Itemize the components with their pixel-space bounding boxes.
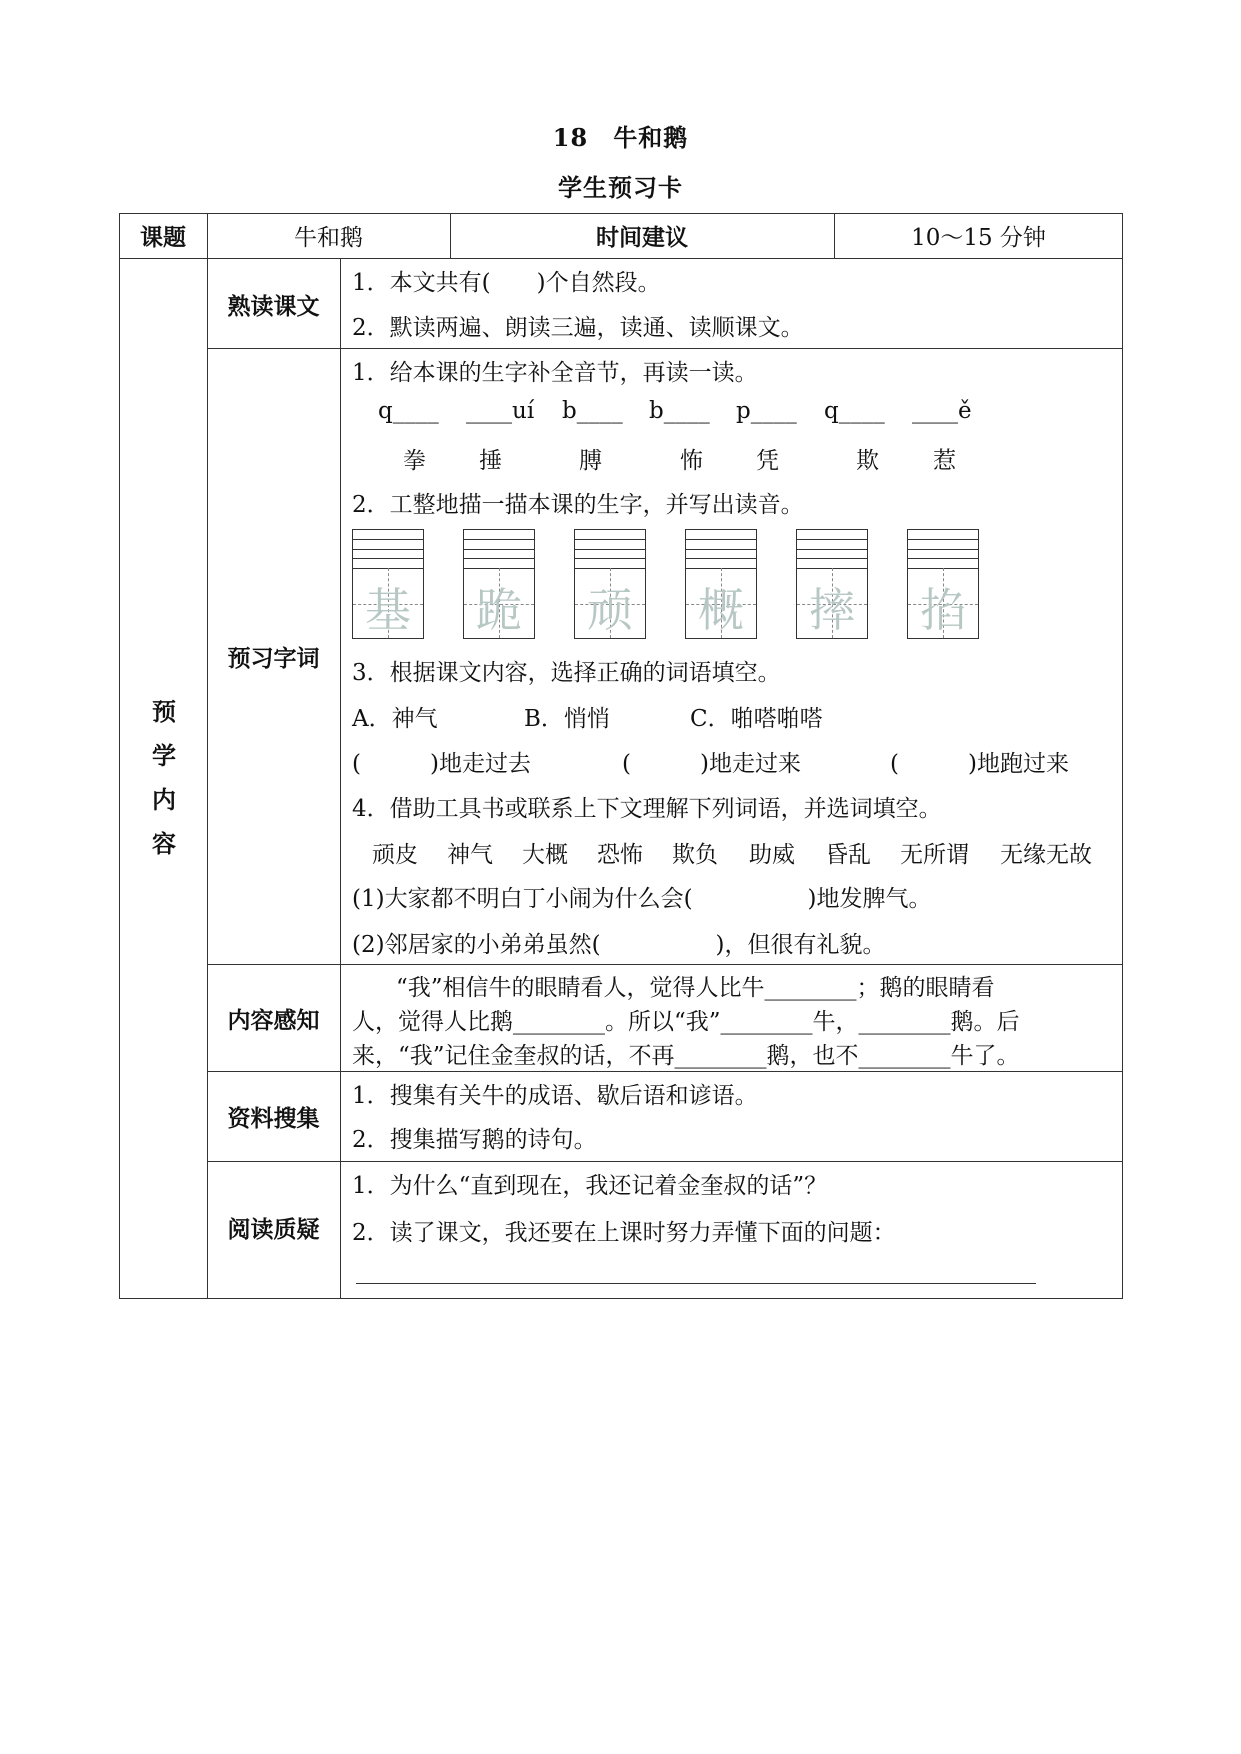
word-option: 无所谓 xyxy=(900,842,969,868)
lesson-title: 18 牛和鹅 xyxy=(552,123,689,152)
new-char: 怖 xyxy=(680,448,703,474)
reading-item: 2．默读两遍、朗读三遍，读通、读顺课文。 xyxy=(352,315,804,341)
trace-char: 基 xyxy=(365,583,411,637)
time-value: 10～15 分钟 xyxy=(911,225,1046,251)
word-option: 助威 xyxy=(749,842,795,868)
row-divider xyxy=(207,964,1123,965)
pinyin-blank: b____ xyxy=(562,398,623,424)
option-c: C．啪嗒啪嗒 xyxy=(690,706,823,732)
trace-char: 跪 xyxy=(476,583,522,637)
tracing-box xyxy=(574,529,646,639)
new-char: 惹 xyxy=(933,448,956,474)
trace-char: 概 xyxy=(698,583,744,637)
new-char: 捶 xyxy=(479,448,502,474)
topic-label: 课题 xyxy=(140,224,186,251)
fill-blank: ( )地走过去 xyxy=(352,751,531,777)
material-label: 资料搜集 xyxy=(227,1105,320,1132)
new-char: 拳 xyxy=(403,448,426,474)
preview-question-4: 4．借助工具书或联系上下文理解下列词语，并选词填空。 xyxy=(352,796,942,822)
row-divider xyxy=(207,1161,1123,1162)
section-char: 内 xyxy=(152,785,176,814)
material-item: 2．搜集描写鹅的诗句。 xyxy=(352,1127,597,1153)
question-item: 2．读了课文，我还要在上课时努力弄懂下面的问题： xyxy=(352,1220,896,1246)
fill-sentence: (1)大家都不明白丁小闹为什么会( )地发脾气。 xyxy=(352,886,932,912)
answer-line xyxy=(356,1283,1036,1284)
new-char: 凭 xyxy=(756,448,779,474)
word-option: 大概 xyxy=(522,842,568,868)
option-b: B．悄悄 xyxy=(524,706,610,732)
new-char: 欺 xyxy=(856,448,879,474)
content-line: 人，觉得人比鹅________。所以“我”________牛，________鹅。后 xyxy=(352,1009,1020,1035)
word-option: 顽皮 xyxy=(372,842,418,868)
trace-char: 掐 xyxy=(920,583,966,637)
word-option: 恐怖 xyxy=(597,842,643,868)
section-char: 容 xyxy=(152,829,176,858)
tracing-box xyxy=(685,529,757,639)
preview-question-2: 2．工整地描一描本课的生字，并写出读音。 xyxy=(352,492,804,518)
col-divider xyxy=(340,258,341,1299)
word-option: 神气 xyxy=(447,842,493,868)
pinyin-blank: ____ě xyxy=(912,398,972,424)
reading-label: 熟读课文 xyxy=(227,293,320,320)
word-option: 无缘无故 xyxy=(1000,842,1092,868)
pinyin-blank: q____ xyxy=(378,398,439,424)
tracing-box xyxy=(463,529,535,639)
fill-sentence: (2)邻居家的小弟弟虽然( )，但很有礼貌。 xyxy=(352,932,886,958)
new-char: 膊 xyxy=(579,448,602,474)
content-label: 内容感知 xyxy=(227,1007,320,1034)
row-divider xyxy=(207,1071,1123,1072)
preview-label: 预习字词 xyxy=(227,645,320,672)
question-label: 阅读质疑 xyxy=(227,1216,320,1243)
word-option: 昏乱 xyxy=(825,842,871,868)
section-char: 学 xyxy=(152,741,176,770)
pinyin-blank: ____uí xyxy=(466,398,535,424)
preview-question-3: 3．根据课文内容，选择正确的词语填空。 xyxy=(352,660,781,686)
row-divider xyxy=(119,258,1123,259)
option-a: A．神气 xyxy=(352,706,438,732)
fill-blank: ( )地走过来 xyxy=(622,751,801,777)
tracing-box xyxy=(796,529,868,639)
card-subtitle: 学生预习卡 xyxy=(558,173,683,202)
section-label xyxy=(120,690,208,866)
pinyin-blank: b____ xyxy=(649,398,710,424)
content-line: “我”相信牛的眼睛看人，觉得人比牛________；鹅的眼睛看 xyxy=(396,975,995,1001)
reading-item: 1．本文共有( )个自然段。 xyxy=(352,270,661,296)
trace-char: 摔 xyxy=(809,583,855,637)
time-label: 时间建议 xyxy=(596,224,688,251)
topic-value: 牛和鹅 xyxy=(294,225,363,251)
preview-question-1: 1．给本课的生字补全音节，再读一读。 xyxy=(352,360,758,386)
trace-char: 顽 xyxy=(587,583,633,637)
fill-blank: ( )地跑过来 xyxy=(890,751,1069,777)
word-option: 欺负 xyxy=(672,842,718,868)
question-item: 1．为什么“直到现在，我还记着金奎叔的话”？ xyxy=(352,1173,828,1199)
tracing-box xyxy=(907,529,979,639)
row-divider xyxy=(207,348,1123,349)
material-item: 1．搜集有关牛的成语、歇后语和谚语。 xyxy=(352,1083,758,1109)
content-line: 来，“我”记住金奎叔的话，不再________鹅，也不________牛了。 xyxy=(352,1043,1020,1069)
section-char: 预 xyxy=(152,697,176,726)
tracing-box xyxy=(352,529,424,639)
pinyin-blank: q____ xyxy=(824,398,885,424)
pinyin-blank: p____ xyxy=(736,398,797,424)
